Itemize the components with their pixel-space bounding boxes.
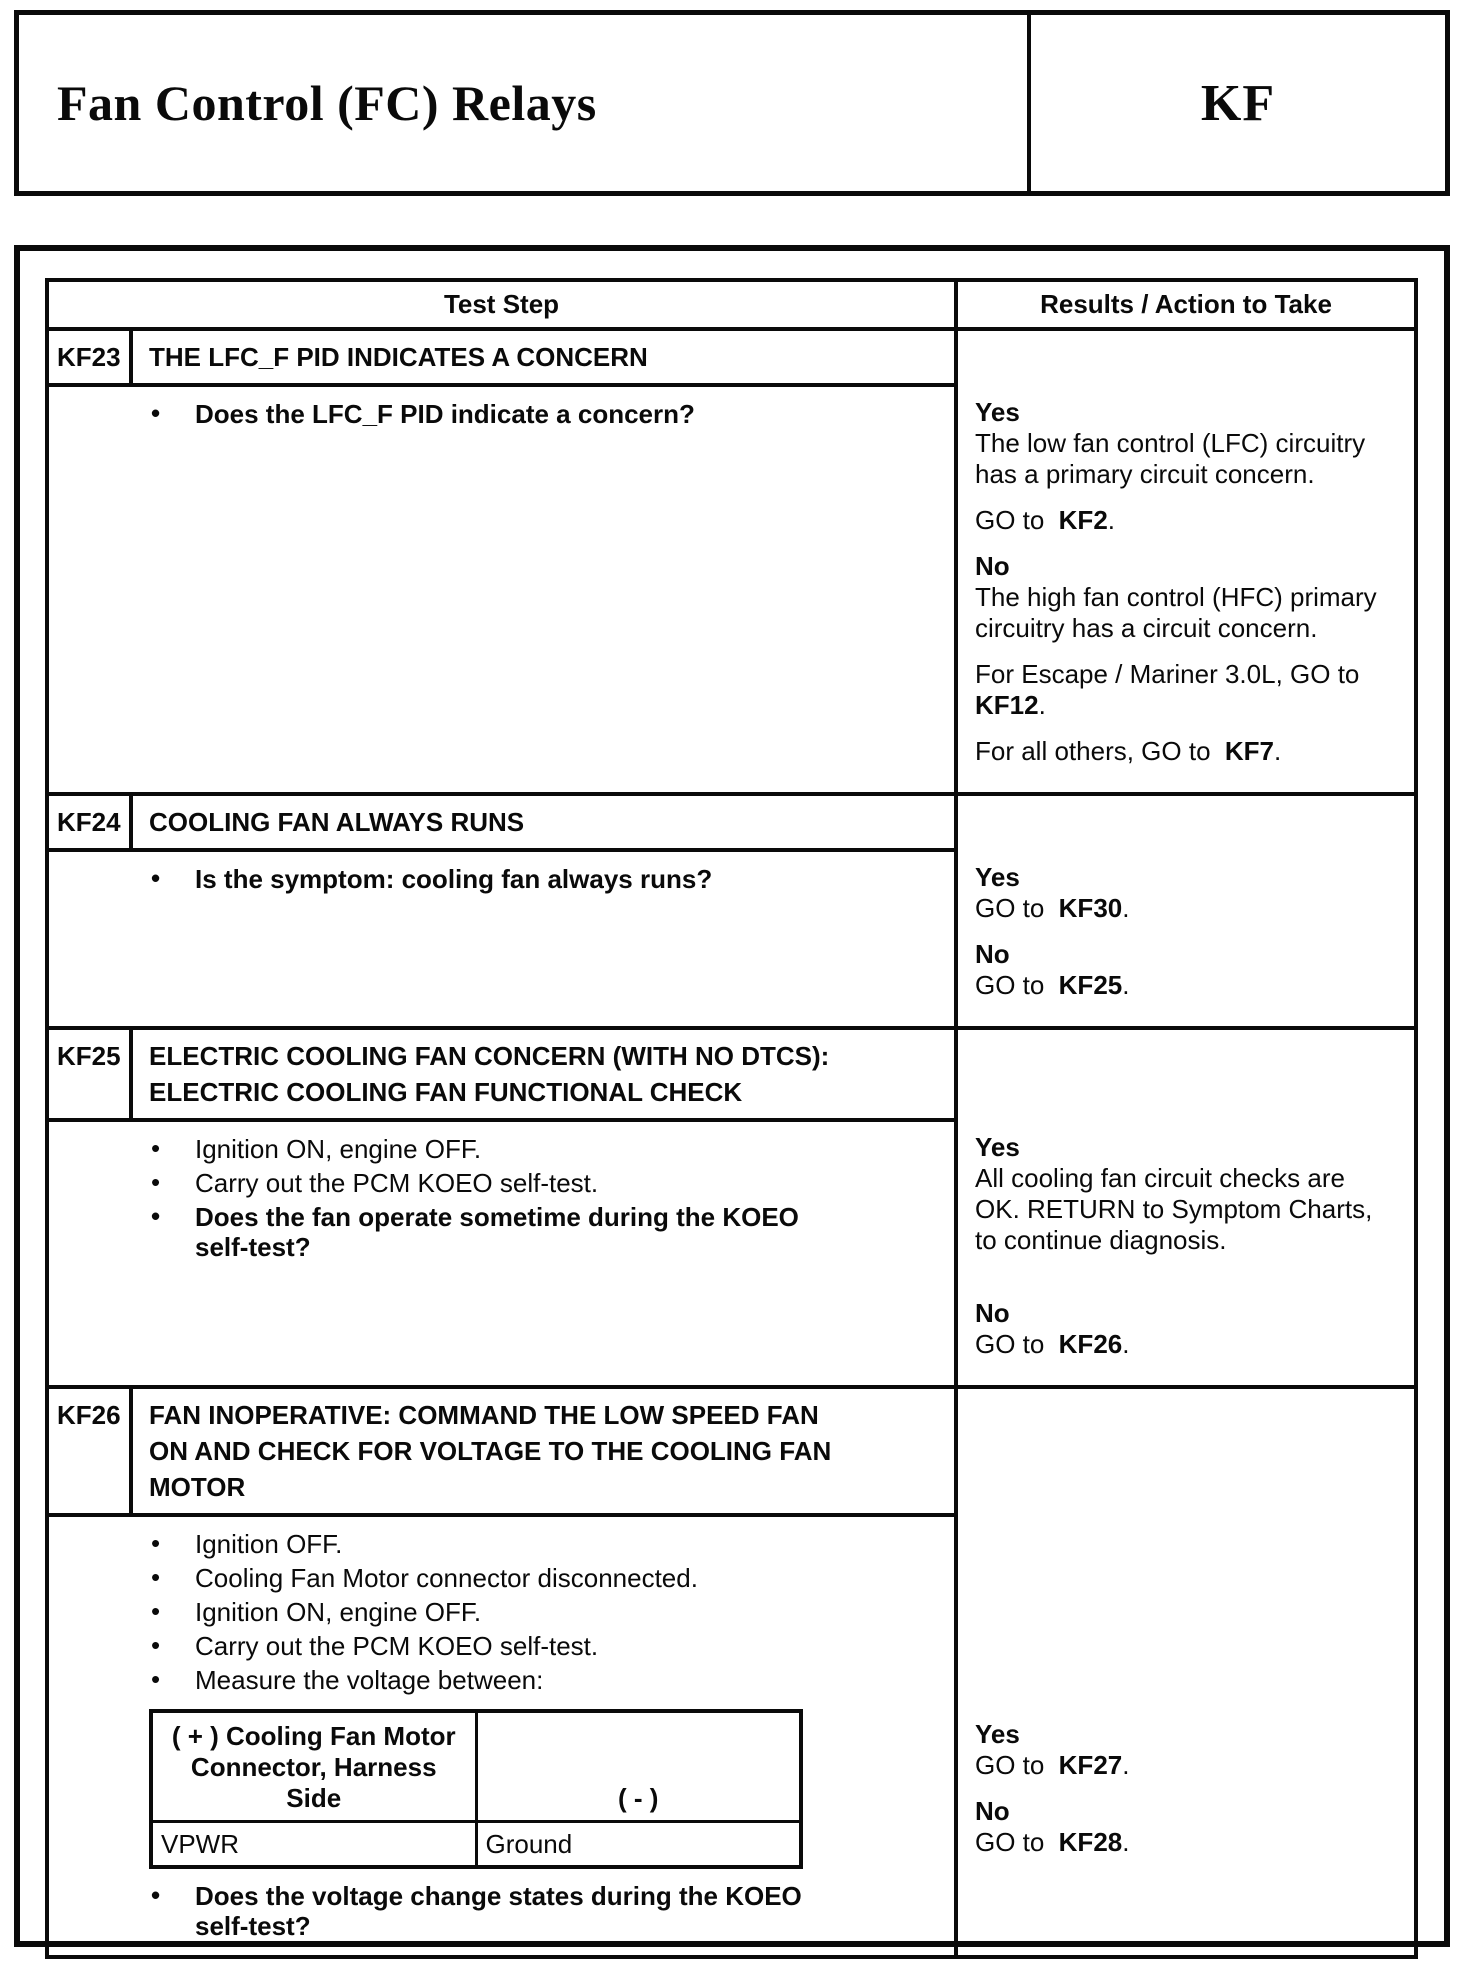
test-step-block-kf24 — [49, 796, 1414, 1030]
result-line — [975, 1132, 1406, 1163]
result-paragraph — [975, 939, 1406, 1001]
result-paragraph — [975, 862, 1406, 924]
negative-lead-header: ( - ) — [476, 1711, 801, 1822]
goto-target: Yes — [975, 1132, 1020, 1162]
step-id: KF26 — [49, 1389, 133, 1513]
section-code: KF — [1200, 74, 1276, 132]
test-step-column — [49, 331, 958, 792]
result-text: GO to — [975, 970, 1045, 1000]
result-text: The low fan control (LFC) circuitry — [975, 428, 1366, 458]
result-text: . — [1273, 736, 1282, 766]
result-text: has a primary circuit concern. — [975, 459, 1315, 489]
header-title-cell — [19, 15, 1031, 191]
goto-target: No — [975, 1796, 1010, 1826]
step-title-row — [49, 1030, 954, 1122]
result-paragraph — [975, 659, 1406, 721]
step-id: KF25 — [49, 1030, 133, 1118]
result-line — [975, 1225, 1406, 1256]
result-line — [975, 1750, 1406, 1781]
results-cell — [958, 1389, 1414, 1955]
step-instruction: • Does the LFC_F PID indicate a concern? — [49, 399, 944, 429]
column-header-test-step: Test Step — [49, 282, 958, 327]
table-header-row — [49, 282, 1414, 331]
result-line — [975, 459, 1406, 490]
result-paragraph — [975, 397, 1406, 490]
result-text: . — [1122, 893, 1130, 923]
result-paragraph — [975, 1298, 1406, 1360]
step-title-row — [49, 796, 954, 852]
goto-target: KF27 — [1058, 1750, 1123, 1780]
measurement-cell: VPWR — [151, 1822, 476, 1868]
step-instructions — [49, 1881, 944, 1941]
result-paragraph — [975, 1132, 1406, 1256]
result-line — [975, 428, 1406, 459]
result-text: . — [1122, 1750, 1130, 1780]
result-text: . — [1122, 970, 1130, 1000]
result-paragraph — [975, 1719, 1406, 1781]
result-text: All cooling fan circuit checks are — [975, 1163, 1345, 1193]
result-line — [975, 1827, 1406, 1858]
measurement-header-row — [151, 1711, 801, 1822]
document-header-box — [14, 10, 1450, 196]
step-instruction: • Is the symptom: cooling fan always runs? — [49, 864, 944, 894]
goto-target: No — [975, 551, 1010, 581]
step-body — [49, 387, 954, 792]
step-instruction: • Does the voltage change states during the KOEO self-test? — [49, 1881, 944, 1941]
result-text: GO to — [975, 505, 1045, 535]
result-text: . — [1122, 1827, 1130, 1857]
result-line — [975, 659, 1406, 690]
result-line — [975, 582, 1406, 613]
step-instruction: • Ignition OFF. — [49, 1529, 944, 1559]
result-line — [975, 1163, 1406, 1194]
step-instructions — [49, 864, 944, 894]
result-text: GO to — [975, 893, 1045, 923]
goto-target: No — [975, 939, 1010, 969]
step-instruction: • Ignition ON, engine OFF. — [49, 1597, 944, 1627]
page-title: Fan Control (FC) Relays — [57, 75, 597, 131]
result-paragraph — [975, 1796, 1406, 1858]
result-paragraph — [975, 551, 1406, 644]
result-text: GO to — [975, 1827, 1045, 1857]
result-paragraph — [975, 736, 1406, 767]
test-step-column — [49, 1389, 958, 1955]
step-instruction: • Does the fan operate sometime during the KOEO self-test? — [49, 1202, 944, 1262]
step-instruction: • Ignition ON, engine OFF. — [49, 1134, 944, 1164]
result-line — [975, 1329, 1406, 1360]
goto-target: KF12 — [975, 690, 1039, 720]
measurement-table — [149, 1709, 803, 1869]
result-paragraph — [975, 505, 1406, 536]
diagnostic-table — [45, 278, 1418, 1959]
goto-target: KF26 — [1058, 1329, 1123, 1359]
step-instructions — [49, 1529, 944, 1695]
step-instruction: • Measure the voltage between: — [49, 1665, 944, 1695]
result-line — [975, 939, 1406, 970]
result-text: . — [1038, 690, 1046, 720]
result-line — [975, 1298, 1406, 1329]
result-line — [975, 1719, 1406, 1750]
step-body — [49, 1122, 954, 1385]
result-line — [975, 893, 1406, 924]
step-title-row — [49, 331, 954, 387]
results-cell — [958, 796, 1414, 1026]
test-table-body — [49, 331, 1414, 1955]
test-step-column — [49, 796, 958, 1026]
step-instruction: • Cooling Fan Motor connector disconnected. — [49, 1563, 944, 1593]
result-text: . — [1107, 505, 1116, 535]
result-text: GO to — [975, 1750, 1045, 1780]
step-title: FAN INOPERATIVE: COMMAND THE LOW SPEED FAN ON AND CHECK FOR VOLTAGE TO THE COOLING FAN MOTOR — [149, 1400, 832, 1502]
test-step-block-kf23 — [49, 331, 1414, 796]
goto-target: KF25 — [1058, 970, 1123, 1000]
test-step-column — [49, 1030, 958, 1385]
result-text: The high fan control (HFC) primary — [975, 582, 1377, 612]
goto-target: Yes — [975, 397, 1020, 427]
step-instructions — [49, 1134, 944, 1262]
step-title: COOLING FAN ALWAYS RUNS — [149, 807, 525, 837]
results-cell — [958, 1030, 1414, 1385]
result-text: OK. RETURN to Symptom Charts, — [975, 1194, 1373, 1224]
result-line — [975, 690, 1406, 721]
result-text: to continue diagnosis. — [975, 1225, 1227, 1255]
step-instruction: • Carry out the PCM KOEO self-test. — [49, 1168, 944, 1198]
test-step-block-kf26 — [49, 1389, 1414, 1955]
step-title: ELECTRIC COOLING FAN CONCERN (WITH NO DTCS): ELECTRIC COOLING FAN FUNCTIONAL CHECK — [149, 1041, 830, 1107]
step-body — [49, 1517, 954, 1955]
goto-target: KF30 — [1058, 893, 1123, 923]
test-step-block-kf25 — [49, 1030, 1414, 1389]
goto-target: KF2 — [1058, 505, 1108, 535]
positive-lead-header: ( + ) Cooling Fan Motor Connector, Harness Side — [151, 1711, 476, 1822]
goto-target: KF28 — [1058, 1827, 1123, 1857]
goto-target: No — [975, 1298, 1010, 1328]
result-line — [975, 505, 1406, 536]
goto-target: KF7 — [1224, 736, 1274, 766]
step-instruction: • Carry out the PCM KOEO self-test. — [49, 1631, 944, 1661]
result-text: GO to — [975, 1329, 1045, 1359]
step-id: KF23 — [49, 331, 133, 383]
step-title-row — [49, 1389, 954, 1517]
measurement-row — [151, 1822, 801, 1868]
result-line — [975, 613, 1406, 644]
step-body — [49, 852, 954, 1026]
result-line — [975, 397, 1406, 428]
step-instructions — [49, 399, 944, 429]
result-line — [975, 1796, 1406, 1827]
column-header-results: Results / Action to Take — [1040, 289, 1332, 319]
step-title: THE LFC_F PID INDICATES A CONCERN — [149, 342, 648, 372]
result-text: . — [1122, 1329, 1130, 1359]
result-line — [975, 736, 1406, 767]
result-line — [975, 970, 1406, 1001]
result-line — [975, 551, 1406, 582]
goto-target: Yes — [975, 1719, 1020, 1749]
step-id: KF24 — [49, 796, 133, 848]
results-cell — [958, 331, 1414, 792]
result-text: For Escape / Mariner 3.0L, GO to — [975, 659, 1360, 689]
measurement-cell: Ground — [476, 1822, 801, 1868]
content-outer-box — [14, 245, 1450, 1947]
result-text: circuitry has a circuit concern. — [975, 613, 1318, 643]
result-line — [975, 1194, 1406, 1225]
goto-target: Yes — [975, 862, 1020, 892]
result-line — [975, 862, 1406, 893]
header-code-cell — [1031, 15, 1445, 191]
result-text: For all others, GO to — [975, 736, 1211, 766]
